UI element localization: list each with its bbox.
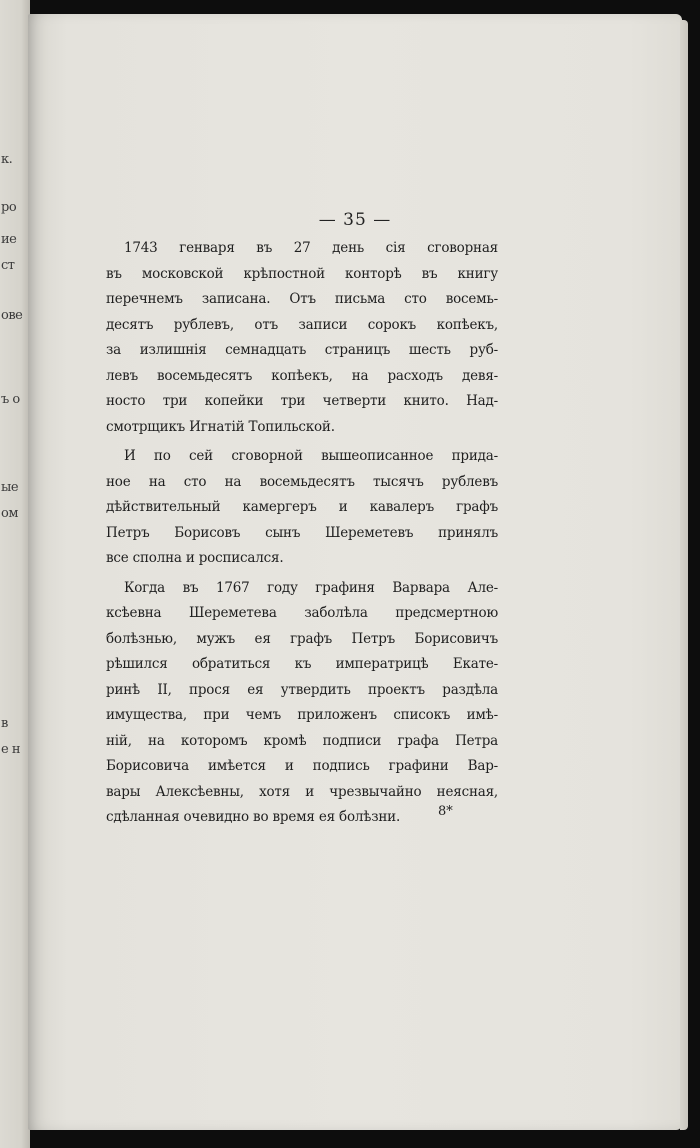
facing-page-fragment: ъ о xyxy=(1,392,20,407)
text-line: смотрщикъ Игнатій Топильской. xyxy=(106,418,335,435)
text-line: вары Алексѣевны, хотя и чрезвычайно неясная, xyxy=(106,783,498,800)
paragraph-2 xyxy=(106,444,498,572)
text-line: И по сей сговорной вышеописанное прида- xyxy=(124,448,498,464)
text-line: сдѣланная очевидно во время ея болѣзни. xyxy=(106,809,401,825)
text-line: за излишнія семнадцать страницъ шесть руб- xyxy=(106,342,498,358)
text-line: ксѣевна Шереметева заболѣла предсмертною xyxy=(106,605,498,621)
text-line: Борисовича имѣется и подпись графини Вар- xyxy=(106,758,498,774)
text-line: все сполна и росписался. xyxy=(106,550,284,566)
text-line: ній, на которомъ кромѣ подписи графа Петра xyxy=(106,732,498,749)
text-line: Петръ Борисовъ сынъ Шереметевъ принялъ xyxy=(106,524,498,541)
page-body-text xyxy=(106,236,498,831)
facing-page-fragment: ро xyxy=(1,200,17,215)
paragraph-1 xyxy=(106,236,498,440)
paragraph-3 xyxy=(106,576,498,831)
text-line: перечнемъ записана. Отъ письма сто восемь- xyxy=(106,291,498,307)
page-edge xyxy=(680,20,688,1130)
facing-page-fragment: е н xyxy=(1,742,20,757)
facing-page-fragment: к. xyxy=(1,152,13,167)
book-page xyxy=(28,14,682,1130)
facing-page-fragment: ове xyxy=(1,308,23,323)
text-line: имущества, при чемъ приложенъ списокъ имѣ- xyxy=(106,707,498,723)
signature-mark: 8* xyxy=(438,804,453,819)
facing-page-fragment: ом xyxy=(1,506,18,521)
facing-page-edge xyxy=(0,0,30,1148)
text-line: носто три копейки три четверти книто. Над- xyxy=(106,393,498,409)
text-line: левъ восемьдесятъ копѣекъ, на расходъ девя- xyxy=(106,367,498,384)
text-line: дѣйствительный камергеръ и кавалеръ графъ xyxy=(106,499,498,515)
page-number: — 35 — xyxy=(318,210,392,230)
text-line: десятъ рублевъ, отъ записи сорокъ копѣекъ, xyxy=(106,316,498,333)
facing-page-fragment: ые xyxy=(1,480,19,495)
text-line: рѣшился обратиться къ императрицѣ Екате- xyxy=(106,656,498,672)
facing-page-fragment: ие xyxy=(1,232,17,247)
facing-page-fragment: ст xyxy=(1,258,15,273)
text-line: болѣзнью, мужъ ея графъ Петръ Борисовичъ xyxy=(106,630,498,647)
text-line: Когда въ 1767 году графиня Варвара Але- xyxy=(124,579,498,596)
facing-page-fragment: в xyxy=(1,716,8,731)
text-line: ное на сто на восемьдесятъ тысячъ рублевъ xyxy=(106,473,498,490)
text-line: въ московской крѣпостной конторѣ въ книгу xyxy=(106,265,498,282)
text-line: 1743 генваря въ 27 день сія сговорная xyxy=(124,240,498,256)
text-line: ринѣ II, прося ея утвердить проектъ раздѣла xyxy=(106,681,498,698)
